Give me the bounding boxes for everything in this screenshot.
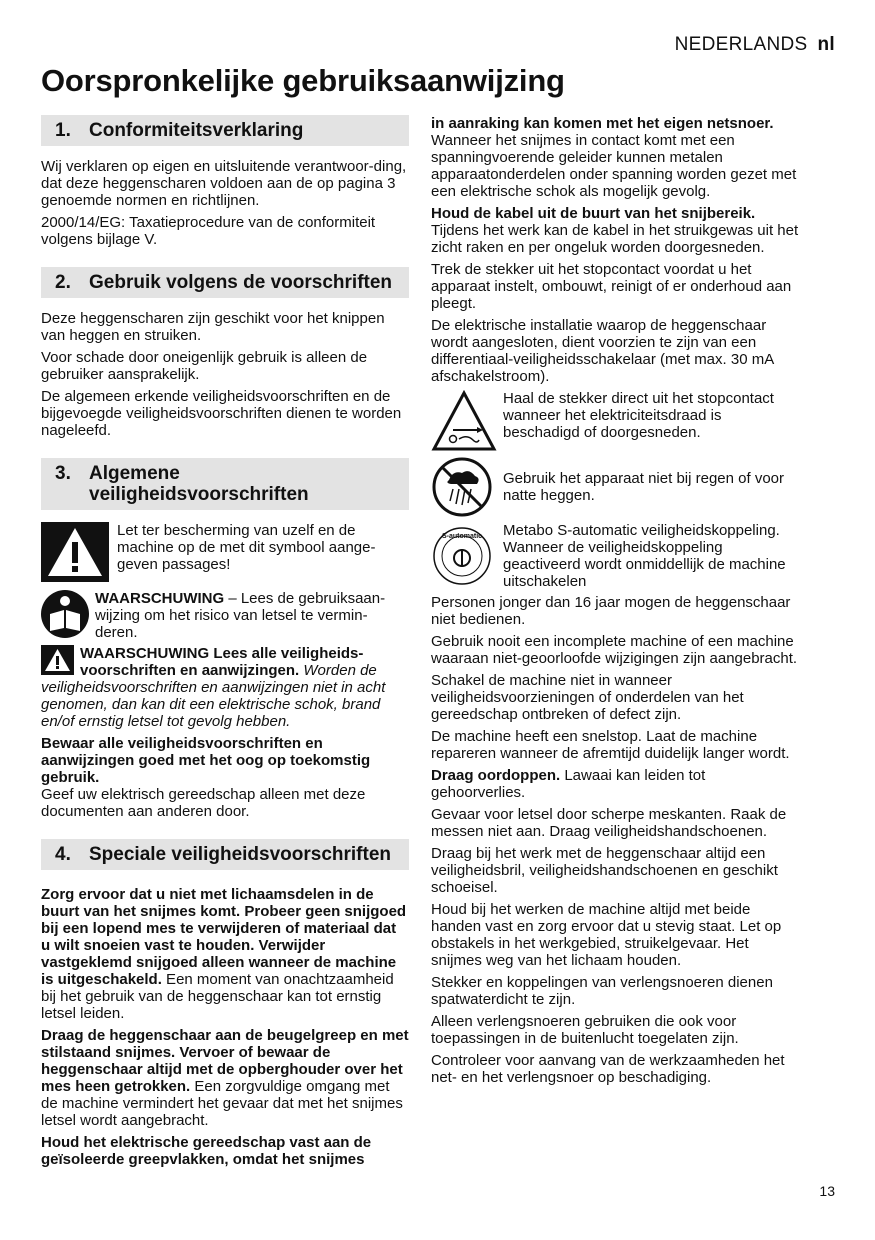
section-heading-3 xyxy=(41,458,409,510)
paragraph: Stekker en koppelingen van verlengsnoeren dienen spatwaterdicht te zijn. xyxy=(431,974,773,1008)
paragraph: Wij verklaren op eigen en uitsluitende verantwoor-ding, dat deze heggenscharen voldoen aan de op pagina 3 genoemde normen en richtlijnen. xyxy=(41,158,407,209)
paragraph: Trek de stekker uit het stopcontact voordat u het apparaat instelt, ombouwt, reinigt of er onderhoud aan pleegt. xyxy=(431,261,792,312)
section-title: Speciale veiligheidsvoorschriften xyxy=(89,844,391,865)
paragraph: Controleer voor aanvang van de werkzaamheden het net- en het verlengsnoer op beschadiging. xyxy=(431,1052,785,1086)
page-title: Oorspronkelijke gebruiksaanwijzing xyxy=(41,63,565,98)
section-heading-1 xyxy=(41,115,409,146)
paragraph xyxy=(431,205,799,256)
icon-row-cable xyxy=(431,390,799,452)
paragraph: De algemeen erkende veiligheidsvoorschriften en de bijgevoegde veiligheidsvoorschriften dienen te worden nageleefd. xyxy=(41,388,402,439)
body-text: Een moment van onachtzaamheid bij het gebruik van de heggenschaar kan tot ernstig letsel leiden. xyxy=(41,971,394,1022)
seal-label: S-automatic xyxy=(441,533,483,540)
section-number: 3. xyxy=(55,463,71,484)
cable-damage-warning-icon xyxy=(431,390,497,452)
language-code: nl xyxy=(817,34,835,55)
paragraph xyxy=(41,886,409,1022)
paragraph: Metabo S-automatic veiligheidskoppeling. Wanneer de veiligheidskoppeling geactiveerd wordt onmiddellijk de machine uitschakelen xyxy=(503,522,786,590)
read-manual-icon xyxy=(41,590,89,638)
section-title: Gebruik volgens de voorschriften xyxy=(89,272,393,293)
paragraph: Houd bij het werken de machine altijd met beide handen vast en zorg ervoor dat u stevig staat. Let op obstakels in het werkgebied, struikelgevaar. Het snijmes weg van het lichaam houden. xyxy=(431,901,782,969)
no-rain-icon xyxy=(431,456,497,518)
paragraph: Gebruik nooit een incomplete machine of een machine waaraan niet-geoorloofde wijzigingen zijn aangebracht. xyxy=(431,633,798,667)
bold-text: Draag de heggenschaar aan de beugelgreep en met stilstaand snijmes. Vervoer of bewaar de heggenschaar altijd met de opberghouder over het mes heen getrokken. xyxy=(41,1027,409,1095)
read-manual-row xyxy=(41,590,409,641)
body-text: Tijdens het werk kan de kabel in het struikgewas uit het zicht raken en per ongeluk worden doorgesneden. xyxy=(431,222,799,256)
paragraph: 2000/14/EG: Taxatieprocedure van de conformiteit volgens bijlage V. xyxy=(41,214,376,248)
paragraph: Schakel de machine niet in wanneer veiligheidsvoorzieningen of onderdelen van het gereedschap ontbreken of defect zijn. xyxy=(431,672,744,723)
warning-symbol-row xyxy=(41,522,409,582)
paragraph: Let ter bescherming van uzelf en de machine op de met dit symbool aange-geven passages! xyxy=(117,522,376,573)
bold-text: Zorg ervoor dat u niet met lichaamsdelen in de buurt van het snijmes komt. Probeer geen snijgoed bij een lopend mes te verwijderen of materiaal dat u wilt snoeien vast te houden. Verwijder vastgeklemd snijgoed alleen wanneer de machine is uitgeschakeld. xyxy=(41,886,407,988)
bold-text: Draag oordoppen. xyxy=(431,767,561,784)
bold-text: Houd het elektrische gereedschap vast aan de geïsoleerde greepvlakken, omdat het snijmes xyxy=(41,1134,372,1168)
icon-row-s-automatic xyxy=(431,522,799,590)
language-label: NEDERLANDS xyxy=(674,34,808,55)
paragraph: Draag bij het werk met de heggenschaar altijd een veiligheidsbril, veiligheidshandschoenen en geschikt schoeisel. xyxy=(431,845,778,896)
bold-text: Bewaar alle veiligheidsvoorschriften en aanwijzingen goed met het oog op toekomstig gebruik. xyxy=(41,735,371,786)
paragraph: Alleen verlengsnoeren gebruiken die ook voor toepassingen in de buitenlucht toegelaten zijn. xyxy=(431,1013,739,1047)
paragraph: Gebruik het apparaat niet bij regen of voor natte heggen. xyxy=(503,470,785,504)
section-heading-2 xyxy=(41,267,409,298)
body-text: Wanneer het snijmes in contact komt met een spanningvoerende geleider kunnen metalen apparaatonderdelen onder spanning worden gezet met een elektrische schok als mogelijk gevolg. xyxy=(431,132,797,200)
section-heading-4 xyxy=(41,839,409,870)
paragraph: De machine heeft een snelstop. Laat de machine repareren wanneer de afremtijd duidelijk langer wordt. xyxy=(431,728,790,762)
paragraph: Haal de stekker direct uit het stopcontact wanneer het elektriciteitsdraad is beschadigd of doorgesneden. xyxy=(503,390,774,441)
paragraph xyxy=(431,115,799,200)
paragraph xyxy=(41,735,409,820)
bold-text: in aanraking kan komen met het eigen netsnoer. xyxy=(431,115,774,132)
paragraph: Deze heggenscharen zijn geschikt voor het knippen van heggen en struiken. xyxy=(41,310,385,344)
warning-text: Worden de veiligheidsvoorschriften en aanwijzingen niet in acht genomen, dan kan dit een elektrische schok, brand en/of ernstig letsel tot gevolg hebben. xyxy=(41,662,386,730)
body-text: Lawaai kan leiden tot gehoorverlies. xyxy=(431,767,706,801)
section-title: Algemene veiligheidsvoorschriften xyxy=(89,463,309,505)
paragraph xyxy=(431,767,799,801)
warning-triangle-small-icon xyxy=(41,645,74,675)
section-number: 4. xyxy=(55,844,71,865)
paragraph: Gevaar voor letsel door scherpe meskanten. Raak de messen niet aan. Draag veiligheidshandschoenen. xyxy=(431,806,787,840)
bold-text: Houd de kabel uit de buurt van het snijbereik. xyxy=(431,205,756,222)
paragraph xyxy=(95,590,409,641)
paragraph: Voor schade door oneigenlijk gebruik is alleen de gebruiker aansprakelijk. xyxy=(41,349,368,383)
body-text: Een zorgvuldige omgang met de machine vermindert het gevaar dat met het snijmes letsel wordt aangebracht. xyxy=(41,1078,403,1129)
paragraph: De elektrische installatie waarop de heggenschaar wordt aangesloten, dient voorzien te zijn van een differentiaal-veiligheidsschakelaar (met max. 30 mA afschakelstroom). xyxy=(431,317,774,385)
page-number: 13 xyxy=(819,1183,835,1199)
s-automatic-seal-icon xyxy=(431,525,497,587)
warning-label: WAARSCHUWING xyxy=(95,590,225,607)
warning-label: WAARSCHUWING Lees alle veiligheids-voorschriften en aanwijzingen. xyxy=(80,645,364,679)
section-number: 1. xyxy=(55,120,71,141)
warning-text: – Lees de gebruiksaan-wijzing om het risico van letsel te vermin-deren. xyxy=(95,590,386,641)
body-text: Geef uw elektrisch gereedschap alleen met deze documenten aan anderen door. xyxy=(41,786,366,820)
icon-row-rain xyxy=(431,456,799,518)
section-number: 2. xyxy=(55,272,71,293)
paragraph xyxy=(41,645,409,730)
paragraph xyxy=(41,1027,409,1129)
paragraph xyxy=(41,1134,409,1168)
paragraph: Personen jonger dan 16 jaar mogen de heggenschaar niet bedienen. xyxy=(431,594,791,628)
section-title: Conformiteitsverklaring xyxy=(89,120,304,141)
left-column xyxy=(41,115,409,1173)
language-header xyxy=(675,36,835,53)
right-column xyxy=(431,115,799,1091)
warning-triangle-icon xyxy=(41,522,109,582)
